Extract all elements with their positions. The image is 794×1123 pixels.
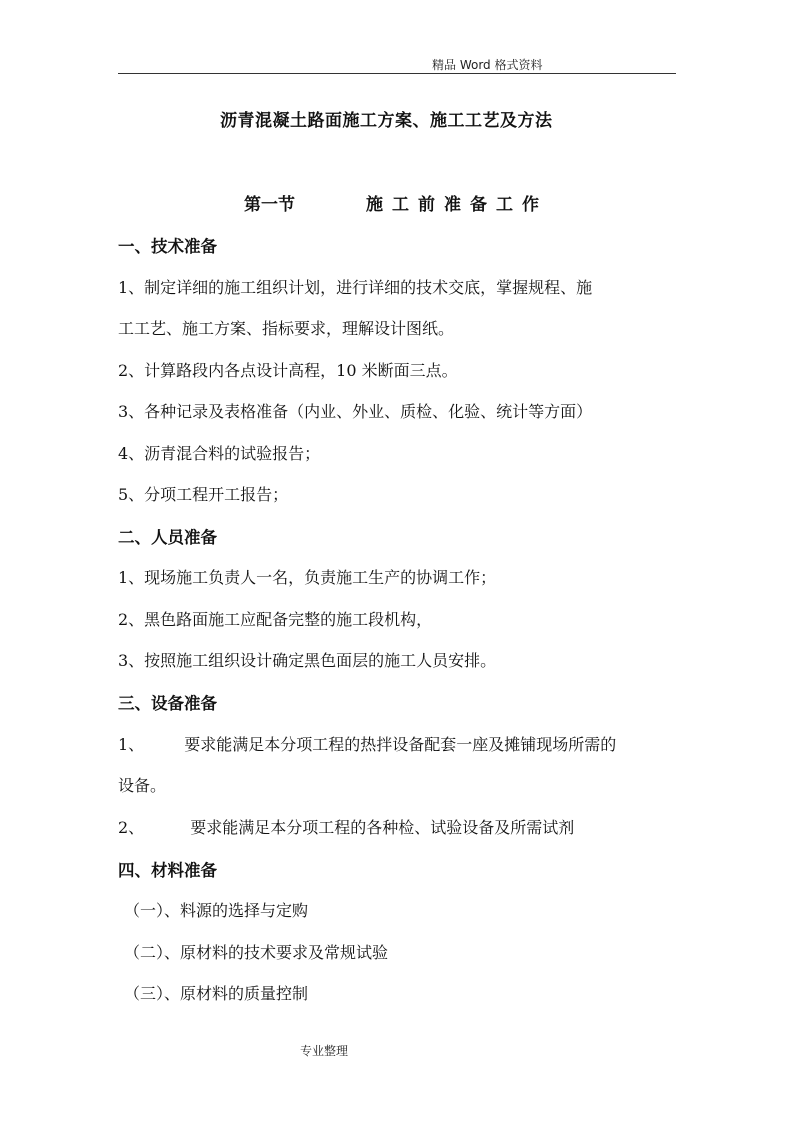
equipment-item-1 [118,732,678,755]
equipment-item-2-text: 要求能满足本分项工程的各种检、试验设备及所需试剂 [190,818,575,837]
header-divider [118,73,676,74]
technical-item-1-cont: 工工艺、施工方案、指标要求，理解设计图纸。 [118,319,455,338]
equipment-item-2-number: 2、 [118,818,145,837]
technical-item-1: 1、制定详细的施工组织计划，进行详细的技术交底，掌握规程、施 [118,278,593,297]
equipment-item-1-text: 要求能满足本分项工程的热拌设备配套一座及摊铺现场所需的 [184,735,617,754]
heading-materials: 四、材料准备 [118,861,217,880]
materials-item-2: （二）、原材料的技术要求及常规试验 [124,943,389,962]
equipment-item-1-cont: 设备。 [118,776,167,795]
technical-item-4: 4、沥青混合料的试验报告； [118,444,321,463]
personnel-item-3: 3、按照施工组织设计确定黑色面层的施工人员安排。 [118,651,497,670]
document-title: 沥青混凝土路面施工方案、施工工艺及方法 [220,111,553,131]
heading-personnel: 二、人员准备 [118,528,217,547]
technical-item-2: 2、计算路段内各点设计高程，10 米断面三点。 [118,361,458,380]
section-name: 施工前准备工作 [366,195,548,215]
section-number: 第一节 [244,195,295,215]
materials-item-1: （一）、料源的选择与定购 [124,901,309,920]
heading-technical: 一、技术准备 [118,237,217,256]
page-footer-text: 专业整理 [300,1044,349,1058]
materials-item-3: （三）、原材料的质量控制 [124,984,309,1003]
page-header-text: 精品 Word 格式资料 [432,58,543,72]
equipment-item-1-number: 1、 [118,735,145,754]
equipment-item-2 [118,815,678,838]
heading-equipment: 三、设备准备 [118,694,217,713]
personnel-item-1: 1、现场施工负责人一名，负责施工生产的协调工作； [118,568,497,587]
personnel-item-2: 2、黑色路面施工应配备完整的施工段机构， [118,610,433,629]
technical-item-3: 3、各种记录及表格准备（内业、外业、质检、化验、统计等方面） [118,402,593,421]
technical-item-5: 5、分项工程开工报告； [118,485,289,504]
